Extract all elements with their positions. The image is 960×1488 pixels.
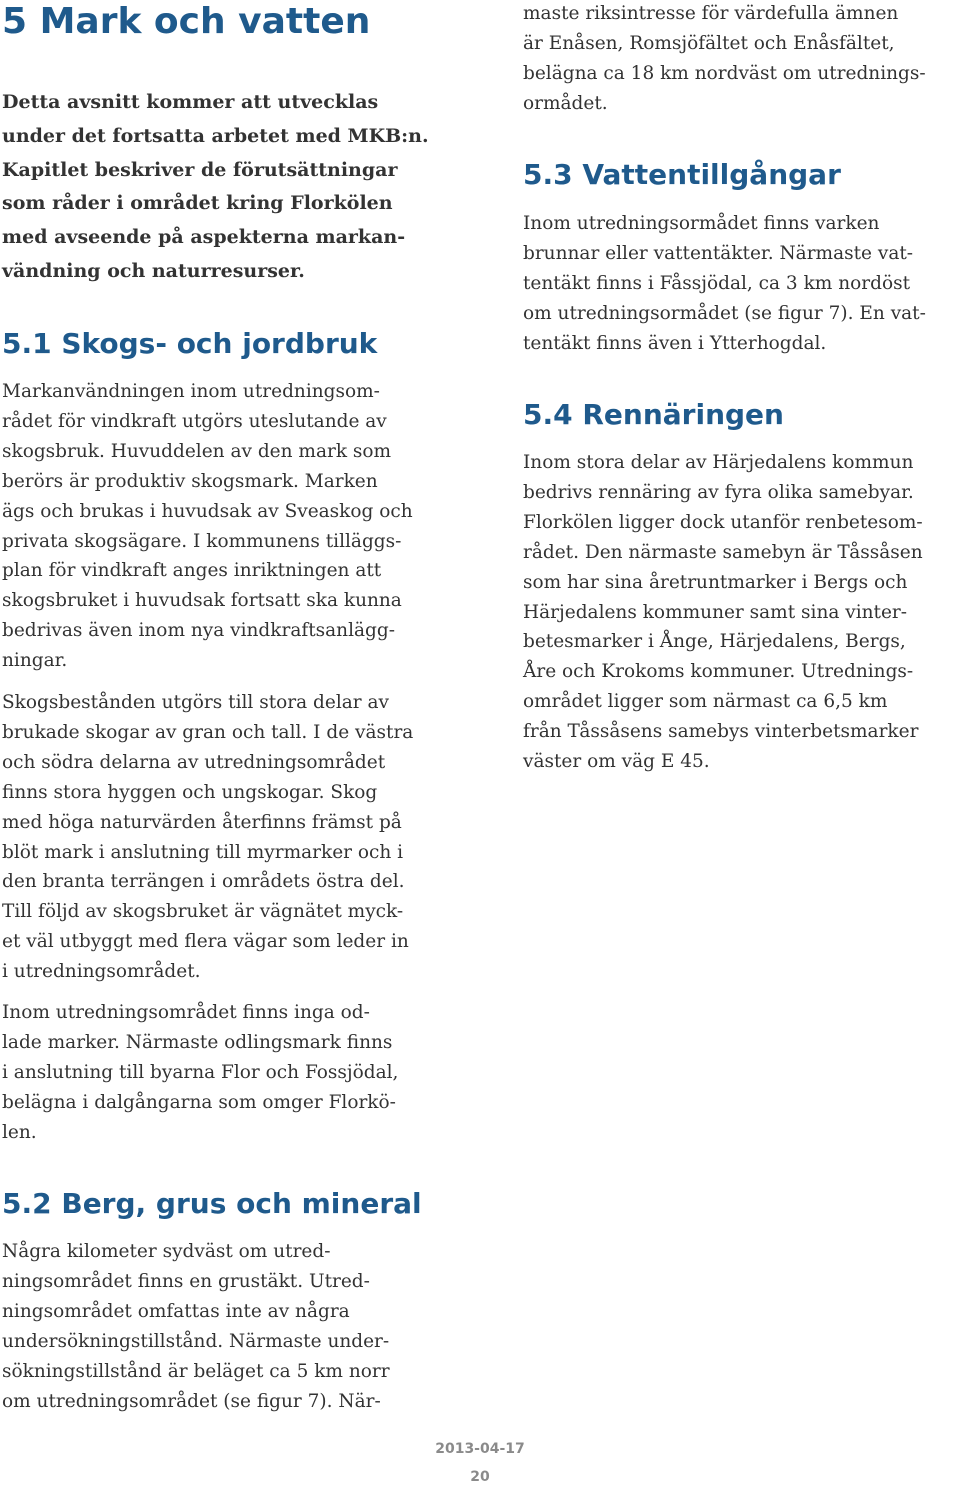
text-line: Några kilometer sydväst om utred- [2, 1241, 331, 1262]
text-line: Markanvändningen inom utredningsom- [2, 381, 380, 402]
text-line: belägna i dalgångarna som omger Florkö- [2, 1091, 396, 1113]
text-line: et väl utbyggt med flera vägar som leder in [2, 931, 409, 953]
lead-line: under det fortsatta arbetet med MKB:n. [2, 124, 429, 147]
text-line: plan för vindkraft anges inriktningen att [2, 560, 382, 582]
section-5-4-title: 5.4 Rennäringen [523, 398, 784, 431]
footer-date: 2013-04-17 [435, 1441, 525, 1457]
section-5-1-title: 5.1 Skogs- och jordbruk [2, 327, 378, 360]
text-line: i utredningsområdet. [2, 961, 201, 983]
text-line: brukade skogar av gran och tall. I de västra [2, 721, 414, 743]
text-line: väster om väg E 45. [523, 751, 710, 773]
text-line: brunnar eller vattentäkter. Närmaste vat- [523, 242, 914, 264]
text-line: skogsbruk. Huvuddelen av den mark som [2, 440, 392, 462]
text-line: tentäkt finns i Fåssjödal, ca 3 km nordöst [523, 272, 911, 294]
text-line: undersökningstillstånd. Närmaste under- [2, 1330, 390, 1352]
text-line: bedrivs rennäring av fyra olika samebyar. [523, 481, 914, 503]
text-line: ormådet. [523, 92, 608, 114]
lead-line: med avseende på aspekterna markan- [2, 226, 406, 249]
text-line: Härjedalens kommuner samt sina vinter- [523, 601, 908, 623]
section-5-2-title: 5.2 Berg, grus och mineral [2, 1187, 422, 1220]
text-line: med höga naturvärden återfinns främst på [2, 811, 402, 833]
text-line: Inom utredningsormådet finns varken [523, 213, 880, 234]
text-line: som har sina åretruntmarker i Bergs och [523, 571, 908, 593]
text-line: om utredningsområdet (se figur 7). När- [2, 1390, 381, 1412]
text-line: bedrivas även inom nya vindkraftsanlägg- [2, 620, 395, 642]
section-5-3-title: 5.3 Vattentillgångar [523, 158, 841, 191]
text-line: len. [2, 1121, 37, 1143]
text-line: om utredningsormådet (se figur 7). En vat- [523, 302, 926, 324]
text-line: betesmarker i Ånge, Härjedalens, Bergs, [523, 631, 906, 653]
text-line: Till följd av skogsbruket är vägnätet myck- [2, 901, 404, 923]
text-line: privata skogsägare. I kommunens tilläggs- [2, 530, 402, 552]
text-line: ningar. [2, 650, 68, 672]
section-5-4-paragraph-1 [523, 448, 923, 777]
text-line: och södra delarna av utredningsområdet [2, 751, 386, 773]
text-line: området ligger som närmast ca 6,5 km [523, 691, 888, 713]
text-line: sökningstillstånd är beläget ca 5 km norr [2, 1360, 390, 1382]
lead-line: Kapitlet beskriver de förutsättningar [2, 158, 398, 181]
text-line: blöt mark i anslutning till myrmarker och i [2, 841, 404, 863]
section-5-3-paragraph-1 [523, 209, 926, 359]
section-5-2-paragraph-1 [2, 1237, 390, 1416]
text-line: Inom stora delar av Härjedalens kommun [523, 452, 914, 473]
text-line: den branta terrängen i områdets östra del. [2, 871, 405, 893]
text-line: från Tåssåsens samebys vinterbetsmarker [523, 721, 919, 743]
text-line: är Enåsen, Romsjöfältet och Enåsfältet, [523, 32, 895, 54]
text-line: skogsbruket i huvudsak fortsatt ska kunna [2, 590, 402, 612]
text-line: belägna ca 18 km nordväst om utrednings- [523, 62, 926, 84]
text-line: Åre och Krokoms kommuner. Utrednings- [523, 661, 914, 683]
lead-line: vändning och naturresurser. [2, 259, 305, 282]
section-5-1-paragraph-2 [2, 688, 413, 987]
text-line: ägs och brukas i huvudsak av Sveaskog och [2, 500, 413, 522]
text-line: rådet. Den närmaste samebyn är Tåssåsen [523, 541, 923, 563]
text-line: ningsområdet finns en grustäkt. Utred- [2, 1270, 370, 1292]
text-line: ningsområdet omfattas inte av några [2, 1300, 350, 1322]
chapter-title: 5 Mark och vatten [2, 1, 371, 42]
text-line: i anslutning till byarna Flor och Fossjödal, [2, 1061, 399, 1083]
text-line: Inom utredningsområdet finns inga od- [2, 1002, 370, 1023]
section-5-1-paragraph-3 [2, 998, 398, 1148]
text-line: Florkölen ligger dock utanför renbetesom- [523, 511, 923, 533]
text-line: lade marker. Närmaste odlingsmark finns [2, 1031, 393, 1053]
page-number: 20 [470, 1469, 490, 1485]
text-line: tentäkt finns även i Ytterhogdal. [523, 332, 827, 354]
section-5-1-paragraph-1 [2, 377, 413, 676]
section-5-2-continuation [523, 0, 926, 119]
lead-line: Detta avsnitt kommer att utvecklas [2, 91, 379, 113]
chapter-lead [2, 86, 429, 289]
text-line: finns stora hyggen och ungskogar. Skog [2, 781, 378, 803]
lead-line: som råder i området kring Florkölen [2, 192, 393, 215]
text-line: berörs är produktiv skogsmark. Marken [2, 470, 378, 492]
text-line: rådet för vindkraft utgörs uteslutande av [2, 410, 387, 432]
text-line: maste riksintresse för värdefulla ämnen [523, 3, 899, 24]
text-line: Skogsbestånden utgörs till stora delar av [2, 692, 389, 713]
